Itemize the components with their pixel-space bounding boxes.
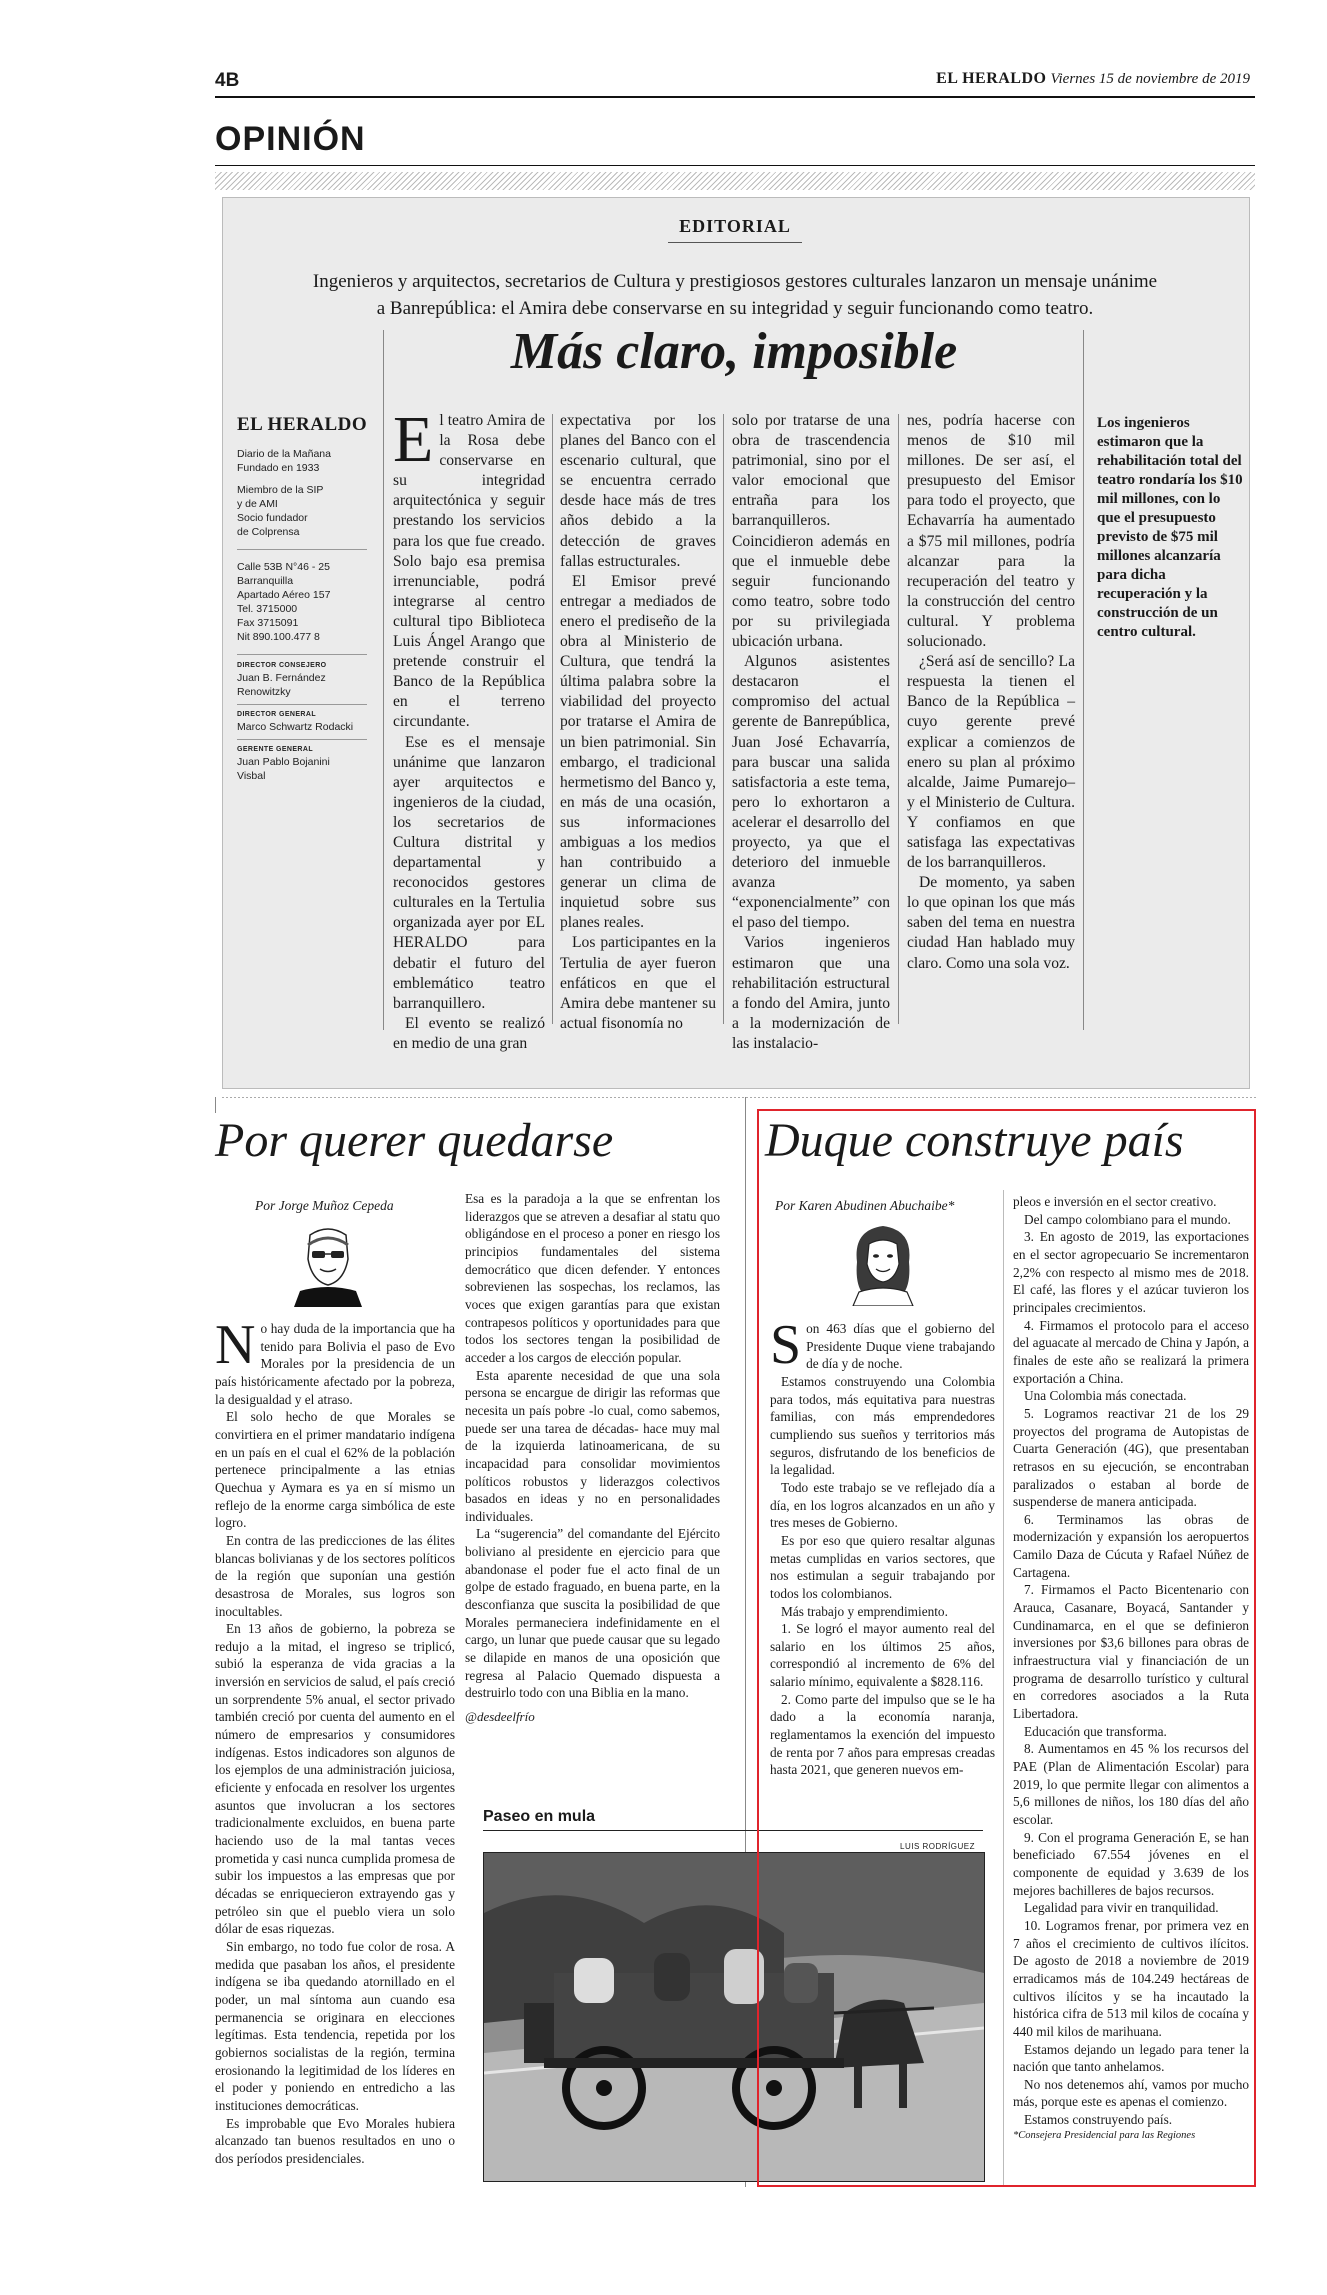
paragraph: solo por tratarse de una obra de trascendencia patrimonial, sino por el valor emocional que entraña para los barranquilleros. Coincidieron además en que el inmueble debe seguir funcionando como teatro, sobre todo por su privilegiada ubicación urbana. [732,412,890,651]
paragraph: Todo este trabajo se ve reflejado día a día, en los logros alcanzados en un año y tres meses de Gobierno. [770,1479,995,1531]
paragraph: 1. Se logró el mayor aumento real del salario en los últimos 25 años, correspondió al incremento de 6% del salario mínimo, equivalente a $828.116. [770,1621,995,1690]
editorial-column-4 [907,411,1075,974]
column-tick [215,1097,216,1113]
paragraph: Algunos asistentes destacaron el compromiso del actual gerente de Banrepública, Juan José Echavarría, para buscar una salida satisfactoria a este tema, pero lo exhortaron a acelerar el desarrollo del proyecto, ya que el deterioro del inmueble avanza “exponencialmente” con el paso del tiempo. [732,653,890,932]
paragraph: Es improbable que Evo Morales hubiera alcanzado tan buenos resultados en uno o dos períodos presidenciales. [215,2115,455,2166]
subhead: Del campo colombiano para el mundo. [1024,1211,1231,1227]
paragraph: Estamos construyendo país. [1024,2112,1173,2128]
paragraph: Esa es la paradoja a la que se enfrentan los liderazgos que se atreven a desafiar al statu quo obligándose en el proceso a poner en riesgo los principios fundamentales del sistema democrático que dicen defender. Y entonces sobrevienen las sospechas, los reclamos, las voces que exigen garantías para que existan contrapesos políticos y oportunidades para que todos los sectores tengan la posibilidad de acceder a los cargos de elección popular. [465,1191,720,1365]
masthead-address: Barranquilla [237,575,294,587]
paragraph: 8. Aumentamos en 45 % los recursos del PAE (Plan de Alimentación Escolar) para 2019, lo que permite llegar con alimentos a 5,6 millones de niños, los 180 días del año escolar. [1013,1741,1249,1827]
photo-credit: LUIS RODRÍGUEZ [900,1842,976,1851]
masthead-line: de Colprensa [237,526,300,538]
paragraph: Estamos dejando un legado para tener la nación que tanto anhelamos. [1013,2041,1249,2075]
issue-date: Viernes 15 de noviembre de 2019 [1050,71,1250,87]
section-rule [215,165,1255,166]
paragraph: 2. Como parte del impulso que se le ha dado a la economía naranja, reglamentamos la exención del impuesto de renta por 7 años para empresas creadas hasta 2021, que generen nuevos em- [770,1691,995,1778]
masthead-name: Renowitzky [237,686,291,698]
footnote: *Consejera Presidencial para las Regiones [1013,2129,1196,2141]
paragraph: El Emisor prevé entregar a mediados de enero el prediseño de la obra al Ministerio de Cultura, que tendrá la última palabra sobre la viabilidad del proyecto por tratarse el Amira de un bien patrimonial. Sin embargo, el tradicional hermetismo del Banco y, en más de una ocasión, sus informaciones ambiguas a los medios han contribuido a generar un clima de inquietud sobre sus planes reales. [560,572,716,932]
paragraph: Ese es el mensaje unánime que lanzaron ayer arquitectos e ingenieros de la ciudad, los secretarios de Cultura distrital y departamental y reconocidos gestores culturales en la Tertulia organizada ayer por EL HERALDO para debatir el futuro del emblemático teatro barranquillero. [393,733,545,1012]
paragraph: 5. Logramos reactivar 21 de los 29 proyectos del programa de Autopistas de Cuarta Generación (4G), que presentaban retrasos en su ejecución, se encontraban paralizados o estaban al borde de suspenderse de manera anticipada. [1013,1405,1249,1510]
masthead-line: Diario de la Mañana [237,448,331,460]
column-left-text-a [215,1314,456,2168]
section-title: OPINIÓN [215,120,366,158]
folio [930,70,1250,88]
masthead-divider [237,739,367,740]
paragraph: Más trabajo y emprendimiento. [781,1603,948,1619]
column-rule [898,414,899,1024]
masthead-address: Fax 3715091 [237,617,299,629]
subhead: Legalidad para vivir en tranquilidad. [1024,1900,1219,1916]
masthead-role: GERENTE GENERAL [237,746,314,753]
column-headline-left: Por querer quedarse [215,1114,614,1167]
paragraph: El solo hecho de que Morales se convirtiera en el primer mandatario indígena en un país en el cual el 62% de la población pertenece principalmente a las etnias Quechua y Aymara es ya en sí mismo un reflejo de la enorme carga simbólica de este logro. [215,1409,455,1531]
masthead-role: DIRECTOR GENERAL [237,711,316,718]
dropcap: N [215,1314,256,1376]
masthead-role: DIRECTOR CONSEJERO [237,662,327,669]
editorial-column-3 [732,411,890,1054]
paragraph: o hay duda de la importancia que ha tenido para Bolivia el paso de Evo Morales por la presidencia de un país históricamente afectado por la pobreza, la desigualdad y el atraso. [215,1321,455,1407]
dotted-divider [222,1097,1256,1098]
pull-quote: Los ingenieros estimaron que la rehabilitación total del teatro rondaría los $10 mil millones, con lo que el presupuesto previsto de $75 mil millones alcanzaría para dicha recuperación y la construcción de un centro cultural. [1097,415,1243,640]
paragraph: pleos e inversión en el sector creativo. [1013,1194,1217,1209]
masthead-address: Tel. 3715000 [237,603,298,615]
paragraph: 6. Terminamos las obras de modernización y expansión los aeropuertos Camilo Daza de Cúcuta y Rafael Núñez de Cartagena. [1013,1511,1249,1580]
masthead-name: Marco Schwartz Rodacki [237,721,354,733]
editorial-column-1 [393,403,545,1054]
column-rule [552,414,553,1024]
masthead-address: Apartado Aéreo 157 [237,589,331,601]
masthead-name: Juan B. Fernández [237,672,326,684]
masthead-address: Nit 890.100.477 8 [237,631,320,643]
paragraph: El evento se realizó en medio de una gran [393,1014,545,1052]
highlight-box [757,1109,1256,2187]
paragraph: En 13 años de gobierno, la pobreza se redujo a la mitad, el ingreso se triplicó, subió la esperanza de vida gracias a la inversión en servicios de salud, el país creció un sorprendente 5% anual, el sector privado también creció por cuenta del aumento en el número de empresarios y consumidores indígenas. Estos indicadores son algunos de los ejemplos de una administración juiciosa, eficiente y enfocada en resolver los urgentes asuntos que involucran a los sectores tradicionalmente excluidos, en buena parte haciendo uso de la mal tantas veces prometida y casi nunca cumplida promesa de subir los impuestos a las empresas que por décadas se enriquecieron extrayendo gas y petróleo sin que el pueblo viera un solo dólar de esas riquezas. [215,1621,456,1937]
photo-caption: Paseo en mula [483,1808,596,1825]
masthead-name: Juan Pablo Bojanini [237,756,330,768]
paragraph: Esta aparente necesidad de que una sola persona se encargue de dirigir las reformas que necesita un país pobre -lo cual, como sabemos, puede ser una tarea de décadas- hace muy mal de la izquierda latinoamericana, de su incapacidad para consolidar movimientos políticos robustos y liderazgos colectivos basados en ideas y no en personalidades individuales. [465,1367,720,1524]
masthead-line: Socio fundador [237,512,308,524]
paragraph: ¿Será así de sencillo? La respuesta la tienen el Banco de la República –cuyo gerente prevé explicar a comienzos de enero su plan al próximo alcalde, Jaime Pumarejo– y el Ministerio de Cultura. Y confiamos en que satisfaga las expectativas de los barranquilleros. [907,653,1075,872]
subhead: Educación que transforma. [1024,1723,1167,1739]
masthead-logo: EL HERALDO [237,414,368,435]
masthead-divider [237,654,367,655]
paragraph: En contra de las predicciones de las élites blancas bolivianas y de los sectores políticos de la región que suponían una gestión desastrosa de Morales, sus logros son inocultables. [215,1532,455,1619]
masthead-divider [237,549,367,550]
editorial-kicker: EDITORIAL [679,216,791,236]
paragraph: La “sugerencia” del comandante del Ejército boliviano al presidente en ejercicio para que abandonase el poder fue el acto final de un golpe de estado fraguado, en buena parte, en la desconfianza que suscita la posibilidad de que Morales permaneciera indefinidamente en el cargo, un lunar que puede causar que su legado se dilapide en manos de una oposición que regresa al Palacio Quemado dispuesta a destruirlo todo con una Biblia en la mano. [465,1526,720,1701]
masthead-info [237,447,377,783]
masthead-name: Visbal [237,770,266,782]
column-left-text-b [465,1190,720,1726]
paragraph: on 463 días que el gobierno del Presidente Duque viene trabajando de día y de noche. [806,1321,995,1372]
masthead-line: y de AMI [237,498,278,510]
paragraph: No nos detenemos ahí, vamos por mucho más, porque este es apenas el comienzo. [1013,2076,1249,2110]
paragraph: Varios ingenieros estimaron que una rehabilitación estructural a fondo del Amira, junto a la modernización de las instalacio- [732,934,890,1052]
paragraph: 10. Logramos frenar, por primera vez en 7 años el crecimiento de cultivos ilícitos. De agosto de 2018 a noviembre de 2019 erradicamos más de 104.249 hectáreas de cultivos ilícitos y se ha incautado la histórica cifra de 513 mil kilos de cocaína y 440 mil kilos de marihuana. [1013,1917,1249,2039]
subhead: Una Colombia más conectada. [1024,1388,1187,1404]
masthead-divider [237,704,367,705]
byline-right: Por Karen Abudinen Abuchaibe* [775,1198,955,1213]
paragraph: Los participantes en la Tertulia de ayer fueron enfáticos en que el Amira debe mantener su actual fisonomía no [560,934,716,1032]
column-rule [383,330,384,1030]
paragraph: expectativa por los planes del Banco con el escenario cultural, que se encuentra cerrado desde hace más de tres años debido a la detección de graves fallas estructurales. [560,412,716,570]
hatch-band [215,172,1255,190]
dropcap: S [770,1314,802,1376]
paragraph: Es por eso que quiero resaltar algunas metas cumplidas en varios sectores, que nos estimulan a seguir trabajando por todos los colombianos. [770,1532,995,1601]
masthead-line: Miembro de la SIP [237,484,324,496]
paper-name: EL HERALDO [936,70,1047,87]
column-rule [1083,330,1084,1030]
column-rule [723,414,724,1024]
dropcap: E [393,403,434,476]
masthead-line: Fundado en 1933 [237,462,320,474]
author-portrait-sketch [290,1225,366,1307]
paragraph: l teatro Amira de la Rosa debe conservarse en su integridad arquitectónica y seguir prestando los servicios para los que fue creado. Solo bajo esa premisa irrenunciable, podrá integrarse al centro cultural tipo Biblioteca Luis Ángel Arango que pretende construir el Banco de la República en el terreno circundante. [393,412,545,731]
editorial-dek: Ingenieros y arquitectos, secretarios de Cultura y prestigiosos gestores culturales lanzaron un mensaje unánime a Banrepública: el Amira debe conservarse en su integridad y seguir funcionando como teatro. [312,271,1158,319]
paragraph: De momento, ya saben lo que opinan los que más saben del tema en nuestra ciudad Han hablado muy claro. Como una sola voz. [907,874,1075,972]
paragraph: 9. Con el programa Generación E, se han beneficiado 67.554 jóvenes en el componente de equidad y 3.639 de los mejores bachilleres de bajos recursos. [1013,1829,1249,1898]
editorial-headline: Más claro, imposible [510,323,958,380]
masthead-address: Calle 53B N°46 - 25 [237,561,330,573]
column-headline-right: Duque construye país [765,1114,1184,1167]
paragraph: Estamos construyendo una Colombia para todos, más equitativa para nuestras familias, con más emprendedores cumpliendo sus sueños y territorios más seguros, disfrutando de los beneficios de la legalidad. [770,1373,995,1478]
page-number: 4B [215,70,240,91]
byline-left: Por Jorge Muñoz Cepeda [255,1198,394,1213]
paragraph: nes, podría hacerse con menos de $10 mil millones. De ser así, el presupuesto del Emisor para todo el proyecto, que Echavarría ha aumentado a $75 mil millones, podría alcanzar para la recuperación del teatro y la construcción del centro cultural. Y problema solucionado. [907,412,1075,651]
paragraph: 7. Firmamos el Pacto Bicentenario con Arauca, Casanare, Boyacá, Santander y Cundinamarca, en el que se definieron inversiones por $3,6 billones para obras de infraestructura vial y financiación de un programa de desarrollo turístico y cultural en corredores asociados a la Ruta Libertadora. [1013,1582,1249,1722]
paragraph: Sin embargo, no todo fue color de rosa. A medida que pasaban los años, el presidente indígena se iba quedando atornillado en el poder, un mal síntoma aun cuando esa permanencia se originara en elecciones legítimas. Esta tendencia, repetida por los gobiernos socialistas de la región, termina erosionando la legitimidad de los líderes en el poder y poniendo en entredicho a las instituciones democráticas. [215,1938,455,2113]
editorial-column-2 [560,411,716,1034]
paragraph: 4. Firmamos el protocolo para el acceso del aguacate al mercado de China y Japón, a finales de este año se realizará la primera exportación a China. [1013,1317,1249,1386]
kicker-rule [668,242,802,243]
paragraph: 3. En agosto de 2019, las exportaciones en el sector agropecuario Se incrementaron 2,2% con respecto al mismo mes de 2018. El café, las flores y el azúcar tuvieron los principales crecimientos. [1013,1229,1249,1315]
author-handle: @desdeelfrío [465,1709,535,1725]
top-rule [215,96,1255,98]
